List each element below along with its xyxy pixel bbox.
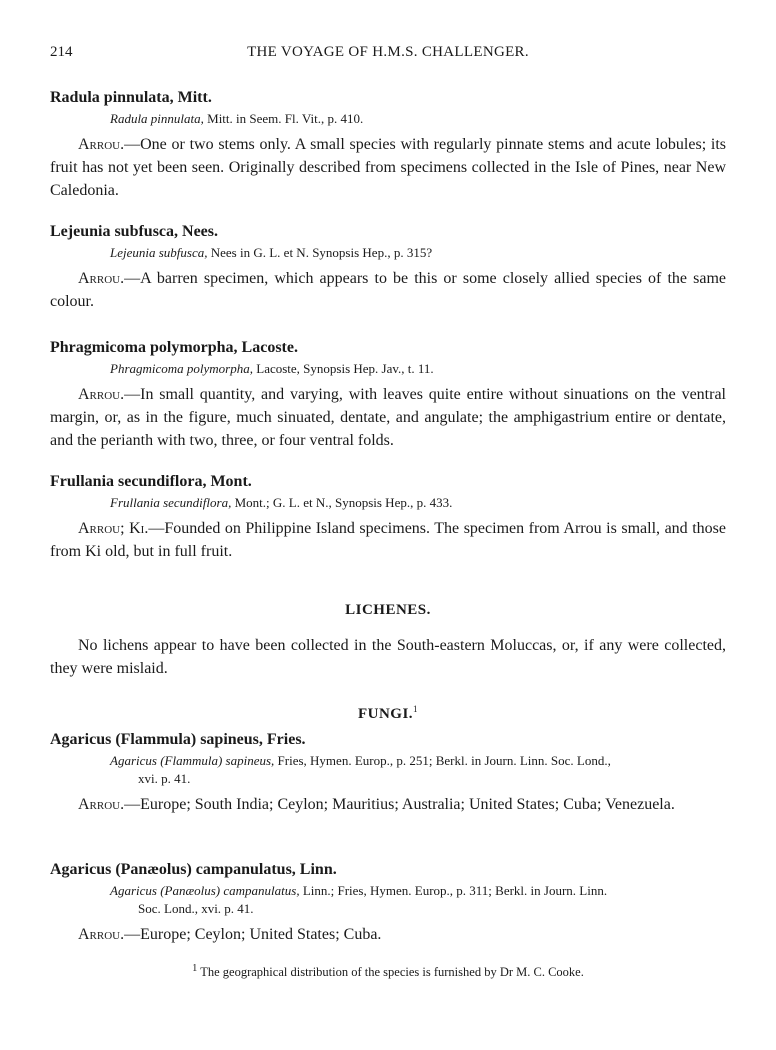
description: —Europe; Ceylon; United States; Cuba. [124, 926, 382, 943]
species-name: Agaricus (Flammula) sapineus, Fries. [50, 731, 306, 748]
reference-italic: Lejeunia subfusca, [110, 245, 208, 260]
species-text [50, 793, 726, 816]
reference-italic: Agaricus (Panæolus) campanulatus, [110, 883, 300, 898]
reference-text: Mont.; G. L. et N., Synopsis Hep., p. 433. [231, 495, 453, 510]
description: —Founded on Philippine Island specimens. The specimen from Arrou is small, and those from Ki old, but in full fruit. [50, 520, 726, 560]
species-name: Phragmicoma polymorpha, Lacoste. [50, 339, 298, 356]
footnote [50, 960, 726, 981]
footnote-reference: 1 [413, 704, 419, 714]
locality: Arrou. [78, 136, 125, 153]
species-entry [50, 860, 726, 946]
running-title: THE VOYAGE OF H.M.S. CHALLENGER. [247, 44, 529, 60]
species-reference [50, 882, 726, 918]
page-header [50, 44, 726, 66]
section-heading-lichenes: LICHENES. [345, 602, 431, 618]
locality: Arrou. [78, 796, 125, 813]
locality: Arrou. [78, 270, 125, 287]
species-name: Agaricus (Panæolus) campanulatus, Linn. [50, 861, 337, 878]
locality: Arrou. [78, 386, 125, 403]
reference-text: Mitt. in Seem. Fl. Vit., p. 410. [203, 111, 364, 126]
species-reference [50, 360, 726, 378]
species-entry [50, 222, 726, 313]
reference-text: Lacoste, Synopsis Hep. Jav., t. 11. [253, 361, 434, 376]
species-reference [50, 752, 726, 788]
description: —A barren specimen, which appears to be this or some closely allied species of the same colour. [50, 270, 726, 310]
description: —One or two stems only. A small species with regularly pinnate stems and acute lobules; its fruit has not yet been seen. Originally described from specimens collected in the Isle of Pines, near New Caledonia. [50, 136, 726, 199]
reference-text: Nees in G. L. et N. Synopsis Hep., p. 315? [207, 245, 433, 260]
species-entry [50, 338, 726, 452]
species-text [50, 383, 726, 452]
species-reference [50, 244, 726, 262]
footnote-text: The geographical distribution of the species is furnished by Dr M. C. Cooke. [197, 965, 584, 980]
species-reference [50, 494, 726, 512]
lichenes-text: No lichens appear to have been collected in the South-eastern Moluccas, or, if any were collected, they were mislaid. [50, 637, 726, 677]
reference-continuation: Soc. Lond., xvi. p. 41. [138, 901, 254, 916]
species-name: Lejeunia subfusca, Nees. [50, 223, 219, 240]
reference-italic: Frullania secundiflora, [110, 495, 232, 510]
species-name: Radula pinnulata, Mitt. [50, 89, 212, 106]
footnote-mark: 1 [192, 963, 198, 974]
reference-text: Linn.; Fries, Hymen. Europ., p. 311; Berkl. in Journ. Linn. [299, 883, 608, 898]
locality: Arrou. [78, 926, 125, 943]
species-text [50, 517, 726, 563]
locality: Arrou; Ki. [78, 520, 149, 537]
section-heading-fungi [50, 704, 726, 723]
species-name: Frullania secundiflora, Mont. [50, 473, 252, 490]
reference-text: Fries, Hymen. Europ., p. 251; Berkl. in Journ. Linn. Soc. Lond., [274, 753, 611, 768]
species-entry [50, 472, 726, 563]
page-number: 214 [50, 44, 73, 60]
species-text [50, 267, 726, 313]
reference-italic: Phragmicoma polymorpha, [110, 361, 253, 376]
species-reference [50, 110, 726, 128]
species-text [50, 923, 726, 946]
fungi-heading-text: FUNGI. [357, 706, 414, 722]
description: —In small quantity, and varying, with leaves quite entire without sinuations on the ventral margin, or, as in the figure, much sinuated, dentate, and angulate; the amphigastrium entire or dentate, and the perianth with two, three, or four ventral folds. [50, 386, 726, 449]
species-entry [50, 88, 726, 202]
reference-italic: Radula pinnulata, [110, 111, 204, 126]
description: —Europe; South India; Ceylon; Mauritius; Australia; United States; Cuba; Venezuela. [124, 796, 675, 813]
reference-italic: Agaricus (Flammula) sapineus, [110, 753, 275, 768]
species-text [50, 133, 726, 202]
species-entry [50, 730, 726, 816]
reference-continuation: xvi. p. 41. [138, 771, 191, 786]
